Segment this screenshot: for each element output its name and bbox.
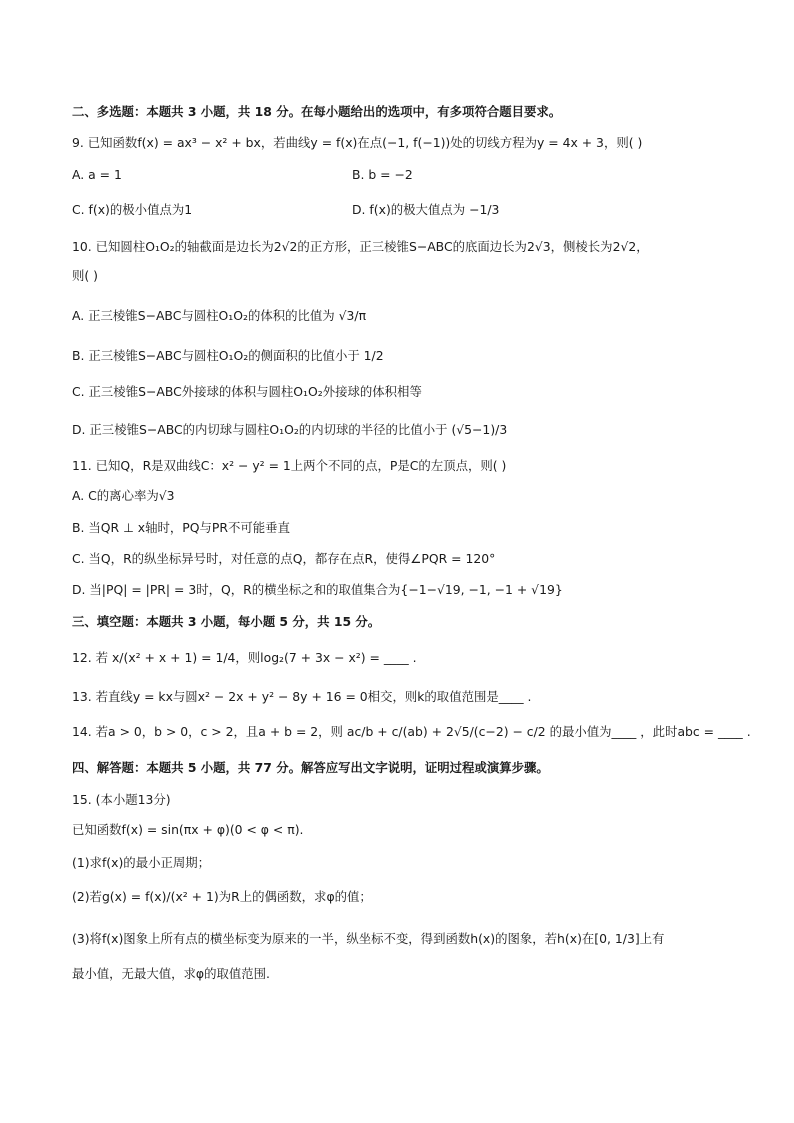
- q9-option-c: C. f(x)的极小值点为1: [72, 202, 193, 217]
- q11-option-c: C. 当Q，R的纵坐标异号时，对任意的点Q，都存在点R，使得∠PQR = 120°: [72, 551, 496, 566]
- q15-part-2: (2)若g(x) = f(x)/(x² + 1)为R上的偶函数，求φ的值；: [72, 889, 372, 904]
- q15-part-3-continued: 最小值，无最大值，求φ的取值范围.: [72, 966, 270, 981]
- section-header-answer: 四、解答题：本题共 5 小题，共 77 分。解答应写出文字说明，证明过程或演算步骤。: [72, 760, 549, 775]
- q14: 14. 若a > 0，b > 0，c > 2，且a + b = 2，则 ac/b + c/(ab) + 2√5/(c−2) − c/2 的最小值为____ ，此时abc = ____ .: [72, 724, 751, 739]
- q9-option-a: A. a = 1: [72, 167, 122, 182]
- section-header-multiple-choice: 二、多选题：本题共 3 小题，共 18 分。在每小题给出的选项中，有多项符合题目要求。: [72, 104, 562, 119]
- section-header-fill-in: 三、填空题：本题共 3 小题，每小题 5 分，共 15 分。: [72, 614, 381, 629]
- q9-option-d: D. f(x)的极大值点为 −1/3: [352, 202, 500, 217]
- q9-stem: 9. 已知函数f(x) = ax³ − x² + bx，若曲线y = f(x)在点(−1, f(−1))处的切线方程为y = 4x + 3，则( ): [72, 135, 643, 150]
- q9-option-b: B. b = −2: [352, 167, 413, 182]
- q10-option-b: B. 正三棱锥S−ABC与圆柱O₁O₂的侧面积的比值小于 1/2: [72, 348, 384, 363]
- q11-option-a: A. C的离心率为√3: [72, 488, 175, 503]
- q15-part-3: (3)将f(x)图象上所有点的横坐标变为原来的一半，纵坐标不变，得到函数h(x)的图象，若h(x)在[0, 1/3]上有: [72, 931, 665, 946]
- q15-part-1: (1)求f(x)的最小正周期；: [72, 855, 211, 870]
- q11-option-d: D. 当|PQ| = |PR| = 3时，Q，R的横坐标之和的取值集合为{−1−√19, −1, −1 + √19}: [72, 582, 563, 597]
- q15-title: 15. (本小题13分): [72, 792, 171, 807]
- q11-stem: 11. 已知Q，R是双曲线C：x² − y² = 1上两个不同的点，P是C的左顶点，则( ): [72, 458, 507, 473]
- q13: 13. 若直线y = kx与圆x² − 2x + y² − 8y + 16 = 0相交，则k的取值范围是____ .: [72, 689, 532, 704]
- q10-option-d: D. 正三棱锥S−ABC的内切球与圆柱O₁O₂的内切球的半径的比值小于 (√5−1)/3: [72, 422, 508, 437]
- q10-stem-continued: 则( ): [72, 268, 98, 283]
- q12: 12. 若 x/(x² + x + 1) = 1/4，则log₂(7 + 3x − x²) = ____ .: [72, 650, 417, 665]
- q10-stem: 10. 已知圆柱O₁O₂的轴截面是边长为2√2的正方形，正三棱锥S−ABC的底面边长为2√3，侧棱长为2√2，: [72, 239, 649, 254]
- q11-option-b: B. 当QR ⊥ x轴时，PQ与PR不可能垂直: [72, 520, 290, 535]
- q15-stem: 已知函数f(x) = sin(πx + φ)(0 < φ < π).: [72, 822, 304, 837]
- q10-option-a: A. 正三棱锥S−ABC与圆柱O₁O₂的体积的比值为 √3/π: [72, 308, 367, 323]
- q10-option-c: C. 正三棱锥S−ABC外接球的体积与圆柱O₁O₂外接球的体积相等: [72, 384, 422, 399]
